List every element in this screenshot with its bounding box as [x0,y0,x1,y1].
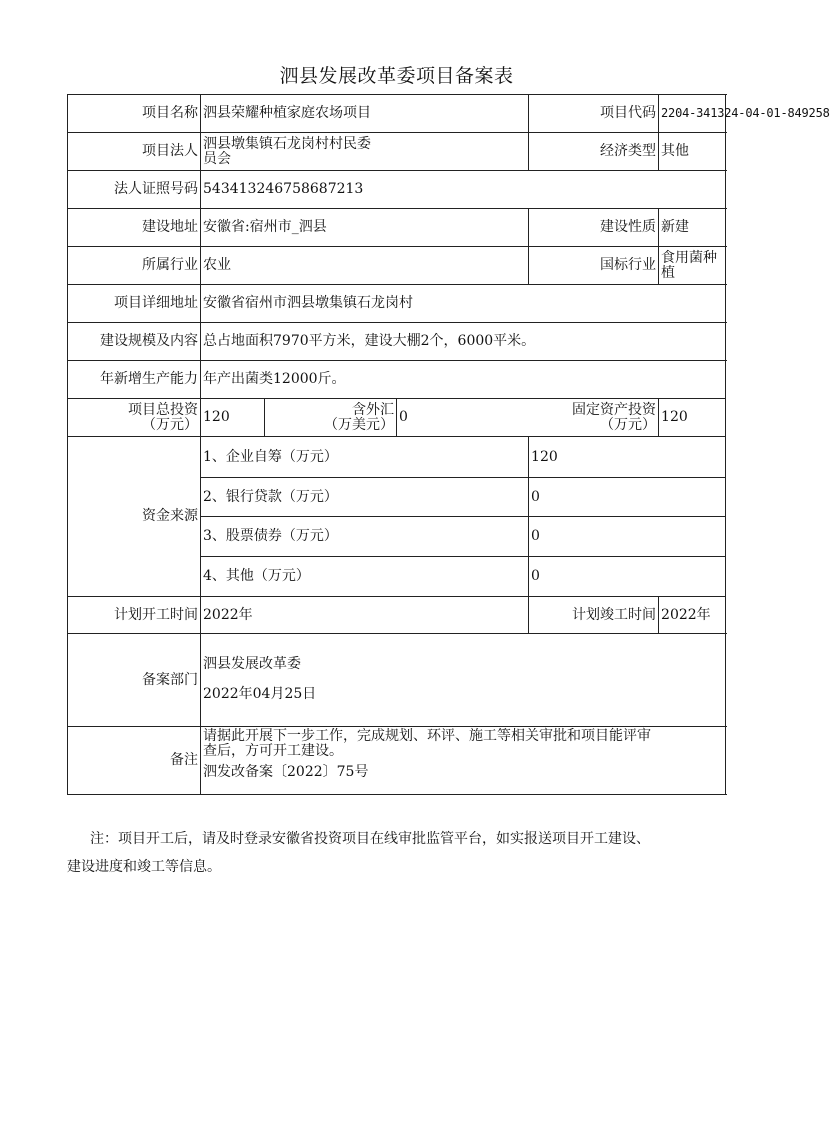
funding-item-label: 2、银行贷款（万元） [201,478,529,517]
remarks-content [201,727,726,795]
remarks-line1: 请据此开展下一步工作，完成规划、环评、施工等相关审批和项目能评审 [203,728,651,744]
row-project-name [68,95,726,133]
fixed-investment-label-line2: （万元） [600,416,657,433]
funding-label: 资金来源 [68,437,201,597]
footnote [67,825,740,881]
industry-label: 所属行业 [68,247,201,285]
detail-address-label: 项目详细地址 [68,285,201,323]
row-schedule [68,597,726,634]
project-code-label: 项目代码 [529,95,659,133]
project-code-value: 2204-341324-04-01-849258 [659,95,726,133]
funding-item-label: 3、股票债券（万元） [201,517,529,557]
project-name-value: 泗县荣耀种植家庭农场项目 [201,95,529,133]
capacity-label: 年新增生产能力 [68,361,201,399]
economic-type-value: 其他 [659,133,726,171]
remarks-line2: 查后，方可开工建设。 [203,743,343,759]
national-industry-value: 食用菌种植 [659,247,726,285]
remarks-label: 备注 [68,727,201,795]
row-capacity [68,361,726,399]
location-value: 安徽省:宿州市_泗县 [201,209,529,247]
fixed-investment-label-line1: 固定资产投资 [572,401,657,418]
forex-value: 0 [397,399,529,437]
detail-address-value: 安徽省宿州市泗县墩集镇石龙岗村 [201,285,726,323]
footnote-line1: 注：项目开工后，请及时登录安徽省投资项目在线审批监管平台，如实报送项目开工建设、 [90,831,650,847]
funding-item-label: 1、企业自筹（万元） [201,437,529,478]
row-scale [68,323,726,361]
national-industry-label: 国标行业 [529,247,659,285]
location-label: 建设地址 [68,209,201,247]
legal-person-value-line2: 员会 [203,150,231,167]
industry-value: 农业 [201,247,529,285]
economic-type-label: 经济类型 [529,133,659,171]
forex-label-line2: （万美元） [324,416,394,433]
total-investment-label-line2: （万元） [142,416,198,433]
filing-dept-block [201,634,726,727]
footnote-line2: 建设进度和竣工等信息。 [67,859,221,875]
total-investment-label [68,399,201,437]
scale-value: 总占地面积7970平方米，建设大棚2个，6000平米。 [201,323,726,361]
fixed-investment-label [529,399,659,437]
total-investment-label-line1: 项目总投资 [128,401,198,418]
capacity-value: 年产出菌类12000斤。 [201,361,726,399]
funding-item-value: 0 [529,478,726,517]
row-legal-person [68,133,726,171]
row-license [68,171,726,209]
forex-label [265,399,397,437]
row-investment [68,399,726,437]
nature-label: 建设性质 [529,209,659,247]
project-name-label: 项目名称 [68,95,201,133]
filing-form-table [67,94,830,795]
fixed-investment-value: 120 [659,399,726,437]
total-investment-value: 120 [201,399,265,437]
funding-item-value: 0 [529,557,726,597]
funding-item-value: 120 [529,437,726,478]
nature-value: 新建 [659,209,726,247]
license-label: 法人证照号码 [68,171,201,209]
legal-person-value [201,133,529,171]
form-title: 泗县发展改革委项目备案表 [279,65,514,87]
filing-dept-label: 备案部门 [68,634,201,727]
filing-dept-name: 泗县发展改革委 [203,656,301,672]
remarks-doc-number: 泗发改备案〔2022〕75号 [203,764,369,780]
row-location [68,209,726,247]
end-time-value: 2022年 [659,597,726,634]
funding-item-label: 4、其他（万元） [201,557,529,597]
end-time-label: 计划竣工时间 [529,597,659,634]
filing-dept-date: 2022年04月25日 [203,686,317,702]
row-industry [68,247,726,285]
funding-item-value: 0 [529,517,726,557]
row-filing-dept [68,634,726,727]
forex-label-line1: 含外汇 [352,401,394,418]
row-detail-address [68,285,726,323]
start-time-label: 计划开工时间 [68,597,201,634]
start-time-value: 2022年 [201,597,529,634]
scale-label: 建设规模及内容 [68,323,201,361]
license-value: 543413246758687213 [201,171,726,209]
row-funding-1 [68,437,726,478]
row-remarks [68,727,726,795]
legal-person-label: 项目法人 [68,133,201,171]
legal-person-value-line1: 泗县墩集镇石龙岗村村民委 [203,135,371,152]
